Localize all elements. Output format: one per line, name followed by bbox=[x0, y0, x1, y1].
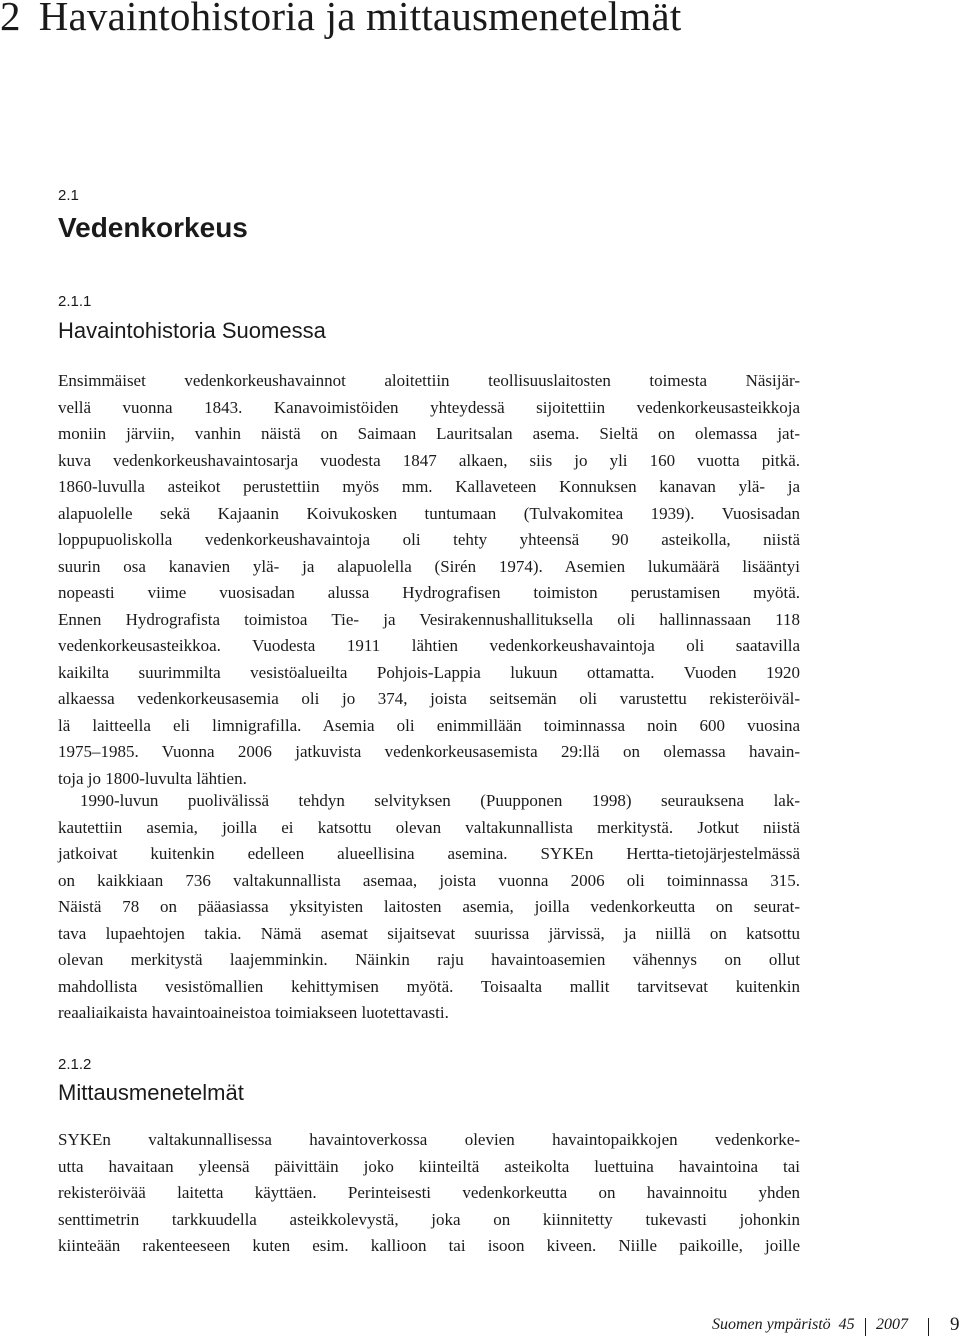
chapter-title-text: Havaintohistoria ja mittausmenetelmät bbox=[38, 0, 682, 39]
text-line: jatkoivat kuitenkin edelleen alueellisina asemina. SYKEn Hertta-tietojärjestelmässä bbox=[58, 844, 800, 863]
footer-publication-name: Suomen ympäristö bbox=[712, 1316, 831, 1333]
section-number-2-1: 2.1 bbox=[58, 187, 79, 204]
text-line: olevan merkitystä laajemminkin. Näinkin raju havaintoasemien vähennys on ollut bbox=[58, 950, 800, 969]
footer-series-number: 45 bbox=[838, 1316, 855, 1333]
footer-publication bbox=[712, 1316, 855, 1334]
text-line: 1860-luvulla asteikot perustettiin myös mm. Kallaveteen Konnuksen kanavan ylä- ja bbox=[58, 477, 800, 496]
text-line: 1990-luvun puolivälissä tehdyn selvityksen (Puupponen 1998) seurauksena lak- bbox=[80, 791, 800, 810]
footer-divider bbox=[865, 1318, 866, 1336]
text-line: vellä vuonna 1843. Kanavoimistöiden yhteydessä sijoitettiin vedenkorkeusasteikkoja bbox=[58, 397, 800, 417]
paragraph-mittausmenetelmat-1 bbox=[58, 1127, 800, 1260]
text-line: toja jo 1800-luvulta lähtien. bbox=[58, 768, 247, 788]
section-number-2-1-2: 2.1.2 bbox=[58, 1056, 92, 1073]
text-line: suurin osa kanavien ylä- ja alapuolella (Sirén 1974). Asemien lukumäärä lisääntyi bbox=[58, 556, 800, 576]
paragraph-havaintohistoria-2 bbox=[58, 788, 800, 1027]
text-line: lä laitteella eli limnigrafilla. Asemia oli enimmillään toiminnassa noin 600 vuosina bbox=[58, 715, 800, 735]
text-line: tava lupaehtojen takia. Nämä asemat sijaitsevat suurissa järvissä, ja niillä on katsottu bbox=[58, 923, 800, 943]
section-number-2-1-1: 2.1.1 bbox=[58, 293, 92, 310]
text-line: Näistä 78 on pääasiassa yksityisten laitosten asemia, joilla vedenkorkeutta on seurat- bbox=[58, 897, 800, 916]
text-line: 1975–1985. Vuonna 2006 jatkuvista vedenkorkeusasemista 29:llä on olemassa havain- bbox=[58, 742, 800, 761]
section-title-vedenkorkeus: Vedenkorkeus bbox=[58, 212, 248, 243]
footer-divider bbox=[928, 1318, 929, 1336]
text-line: kuva vedenkorkeushavaintosarja vuodesta 1847 alkaen, siis jo yli 160 vuotta pitkä. bbox=[58, 450, 800, 470]
chapter-title bbox=[0, 0, 681, 40]
text-line: moniin järviin, vanhin näistä on Saimaan Lauritsalan asema. Sieltä on olemassa jat- bbox=[58, 424, 800, 443]
section-title-havaintohistoria: Havaintohistoria Suomessa bbox=[58, 318, 326, 343]
text-line: kaikilta suurimmilta vesistöalueilta Pohjois-Lappia lukuun ottamatta. Vuoden 1920 bbox=[58, 662, 800, 682]
text-line: mahdollista vesistömallien kehittymisen myötä. Toisaalta mallit tarvitsevat kuitenkin bbox=[58, 976, 800, 996]
text-line: alkaessa vedenkorkeusasemia oli jo 374, joista seitsemän oli varustettu rekisteröiväl- bbox=[58, 689, 800, 708]
section-title-mittausmenetelmat: Mittausmenetelmät bbox=[58, 1080, 244, 1105]
text-line: loppupuoliskolla vedenkorkeushavaintoja oli tehty yhteensä 90 asteikolla, niistä bbox=[58, 530, 800, 549]
page-number: 9 bbox=[950, 1314, 960, 1335]
text-line: alapuolelle sekä Kajaanin Koivukosken tuntumaan (Tulvakomitea 1939). Vuosisadan bbox=[58, 503, 800, 523]
text-line: SYKEn valtakunnallisessa havaintoverkossa olevien havaintopaikkojen vedenkorke- bbox=[58, 1130, 800, 1149]
text-line: rekisteröivää laitetta käyttäen. Perinteisesti vedenkorkeutta on havainnoitu yhden bbox=[58, 1183, 800, 1202]
text-line: nopeasti viime vuosisadan alussa Hydrografisen toimiston perustamisen myötä. bbox=[58, 583, 800, 602]
text-line: Ennen Hydrografista toimistoa Tie- ja Vesirakennushallituksella oli hallinnassaan 118 bbox=[58, 609, 800, 629]
footer-year: 2007 bbox=[876, 1316, 908, 1333]
text-line: on kaikkiaan 736 valtakunnallista asemaa, joista vuonna 2006 oli toiminnassa 315. bbox=[58, 870, 800, 890]
paragraph-havaintohistoria-1 bbox=[58, 368, 800, 792]
text-line: senttimetrin tarkkuudella asteikkolevystä, joka on kiinnitetty tukevasti johonkin bbox=[58, 1209, 800, 1229]
text-line: Ensimmäiset vedenkorkeushavainnot aloitettiin teollisuuslaitosten toimesta Näsijär- bbox=[58, 371, 800, 390]
chapter-number: 2 bbox=[0, 0, 21, 39]
text-line: reaaliaikaista havaintoaineistoa toimiakseen luotettavasti. bbox=[58, 1003, 449, 1022]
text-line: utta havaitaan yleensä päivittäin joko kiinteiltä asteikolta luettuina havaintoina tai bbox=[58, 1156, 800, 1176]
text-line: kautettiin asemia, joilla ei katsottu olevan valtakunnallista merkitystä. Jotkut niistä bbox=[58, 817, 800, 837]
text-line: kiinteään rakenteeseen kuten esim. kallioon tai isoon kiveen. Niille paikoille, joille bbox=[58, 1236, 800, 1255]
text-line: vedenkorkeusasteikkoa. Vuodesta 1911 lähtien vedenkorkeushavaintoja oli saatavilla bbox=[58, 636, 800, 655]
